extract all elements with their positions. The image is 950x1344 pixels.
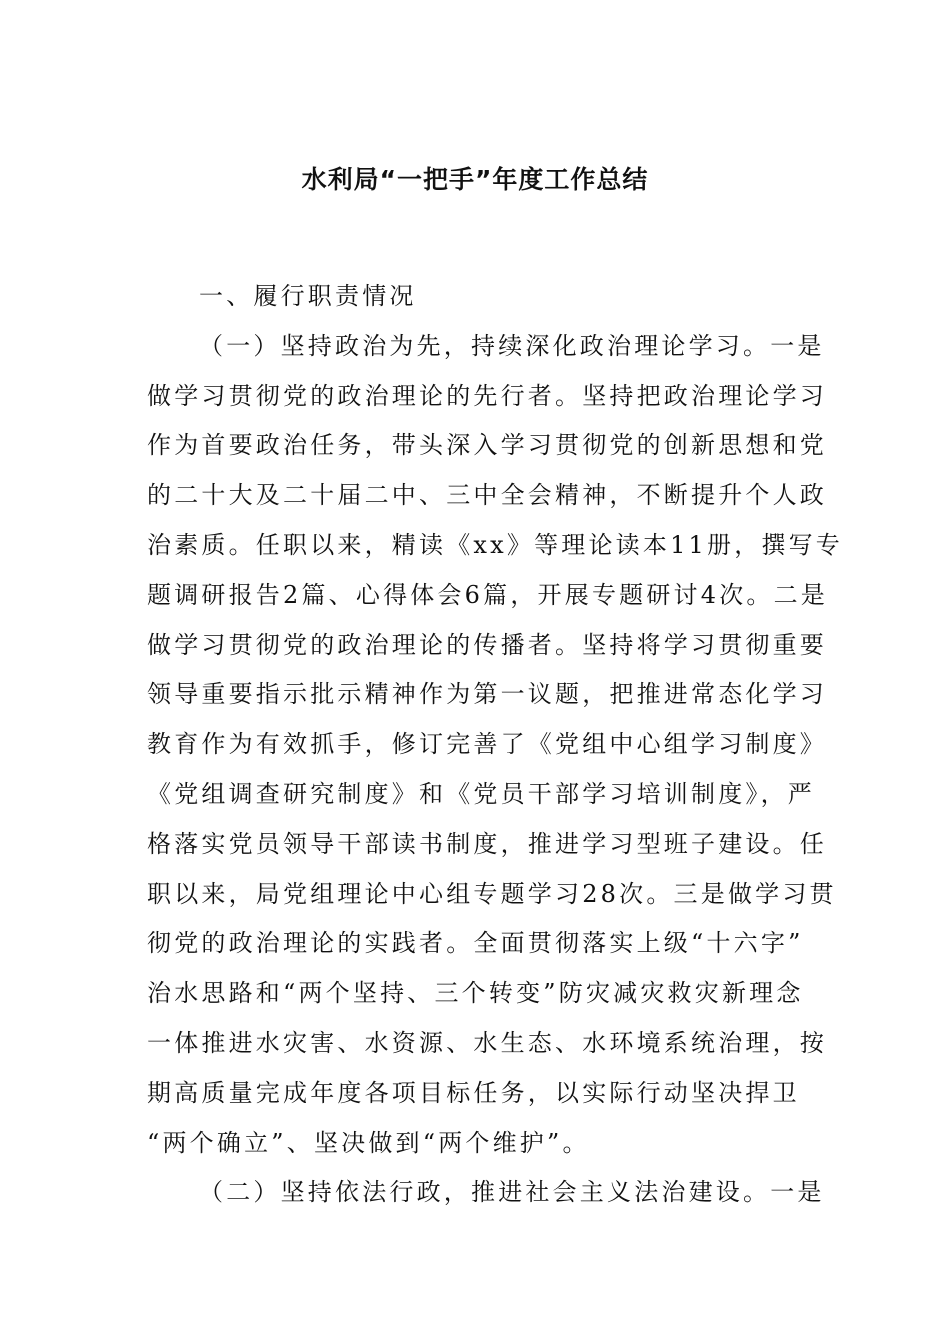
paragraph-line: 做学习贯彻党的政治理论的先行者。坚持把政治理论学习 [147, 381, 827, 410]
paragraph-line: 作为首要政治任务，带头深入学习贯彻党的创新思想和党 [147, 431, 827, 460]
paragraph-line: （一）坚持政治为先，持续深化政治理论学习。一是 [199, 331, 825, 360]
paragraph-line: “两个确立”、坚决做到“两个维护”。 [147, 1128, 590, 1157]
paragraph-line: 的二十大及二十届二中、三中全会精神，不断提升个人政 [147, 481, 827, 510]
paragraph-line: 题调研报告2篇、心得体会6篇，开展专题研讨4次。二是 [147, 580, 829, 609]
paragraph-line: 《党组调查研究制度》和《党员干部学习培训制度》，严 [147, 779, 815, 808]
paragraph-line: 做学习贯彻党的政治理论的传播者。坚持将学习贯彻重要 [147, 630, 827, 659]
paragraph-line: 领导重要指示批示精神作为第一议题，把推进常态化学习 [147, 680, 827, 709]
paragraph-line: 治水思路和“两个坚持、三个转变”防灾减灾救灾新理念 [147, 979, 804, 1008]
paragraph-line: 职以来，局党组理论中心组专题学习28次。三是做学习贯 [147, 879, 837, 908]
paragraph-line: 彻党的政治理论的实践者。全面贯彻落实上级“十六字” [147, 929, 804, 958]
paragraph-line: 格落实党员领导干部读书制度，推进学习型班子建设。任 [147, 829, 827, 858]
paragraph-line: 期高质量完成年度各项目标任务，以实际行动坚决捍卫 [147, 1078, 800, 1107]
document-title: 水利局“一把手”年度工作总结 [301, 165, 649, 194]
paragraph-line: 治素质。任职以来，精读《xx》等理论读本11册，撰写专 [147, 530, 844, 559]
paragraph-line: 教育作为有效抓手，修订完善了《党组中心组学习制度》 [147, 730, 827, 759]
document-body [147, 272, 844, 1218]
paragraph-line: 一体推进水灾害、水资源、水生态、水环境系统治理，按 [147, 1028, 827, 1057]
section-heading: 一、履行职责情况 [199, 282, 417, 310]
paragraph-line: （二）坚持依法行政，推进社会主义法治建设。一是 [199, 1178, 825, 1207]
